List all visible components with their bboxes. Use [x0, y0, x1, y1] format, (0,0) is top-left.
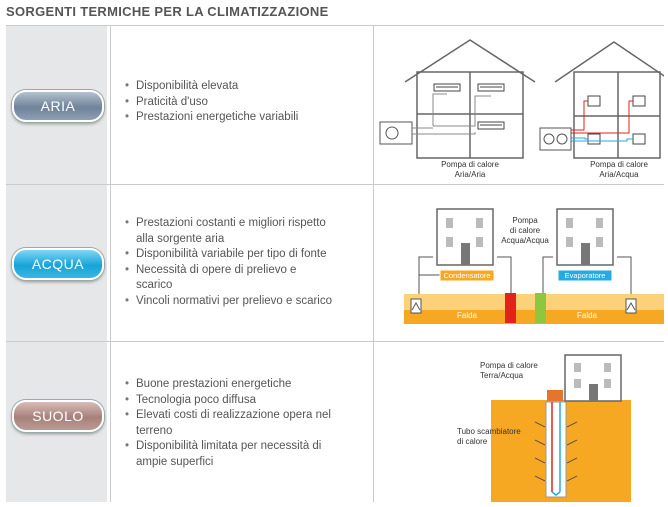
aria-diagram	[375, 26, 664, 184]
text-cell	[111, 342, 373, 502]
pump-label: Acqua/Acqua	[501, 236, 549, 245]
tube-label: di calore	[457, 437, 488, 446]
hot-well	[505, 293, 516, 323]
bullet: • Elevati costi di realizzazione opera nel	[125, 408, 369, 424]
aquifer-layer	[404, 310, 664, 324]
bullet-continuation: ampie superfici	[136, 455, 214, 468]
label-cell	[6, 26, 107, 184]
bullet: • Disponibilità elevata	[125, 79, 369, 95]
tube-label: Tubo scambiatore	[457, 427, 521, 436]
suolo-badge: SUOLO	[12, 400, 104, 432]
row-aria	[6, 26, 664, 184]
bullet-continuation: terreno	[136, 424, 173, 437]
ground-layer	[404, 294, 664, 310]
bullet: • Prestazioni energetiche variabili	[125, 110, 369, 126]
house-icon	[405, 40, 535, 158]
pump-label: Pompa	[512, 216, 538, 225]
building-icon	[565, 355, 621, 401]
caption-left: Aria/Aria	[454, 170, 486, 179]
caption-right: Aria/Acqua	[599, 170, 639, 179]
pump-label: di calore	[509, 226, 541, 235]
bullet-continuation: alla sorgente aria	[136, 232, 225, 245]
page-title: SORGENTI TERMICHE PER LA CLIMATIZZAZIONE	[6, 4, 329, 19]
pump-label: Pompa di calore	[480, 361, 538, 370]
bullet: • Prestazioni costanti e migliori rispetto	[125, 216, 369, 232]
falda-label: Falda	[576, 311, 598, 320]
caption-right: Pompa di calore	[590, 160, 648, 169]
evaporator-label: Evaporatore	[564, 271, 606, 280]
bullet: • Tecnologia poco diffusa	[125, 393, 369, 409]
bullet: • Disponibilità limitata per necessità di	[125, 439, 369, 455]
pump-box	[547, 390, 563, 401]
caption-left: Pompa di calore	[441, 160, 499, 169]
suolo-diagram	[375, 342, 664, 502]
bullet: • Disponibilità variabile per tipo di fonte	[125, 247, 369, 263]
row-acqua	[6, 185, 664, 341]
suolo-bullet-list	[125, 377, 369, 470]
column-divider	[373, 26, 374, 502]
bullet: • Vincoli normativi per prelievo e scarico	[125, 294, 369, 310]
pump-label: Terra/Acqua	[480, 371, 524, 380]
bullet: • Buone prestazioni energetiche	[125, 377, 369, 393]
bullet: • Praticità d'uso	[125, 95, 369, 111]
label-cell	[6, 185, 107, 341]
condenser-label: Condensatore	[443, 271, 491, 280]
acqua-diagram	[375, 185, 664, 341]
column-divider	[110, 26, 111, 502]
text-cell	[111, 26, 373, 184]
acqua-bullet-list	[125, 216, 369, 309]
bullet: • Necessità di opere di prelievo e	[125, 263, 369, 279]
row-suolo	[6, 342, 664, 502]
aria-badge: ARIA	[12, 90, 104, 122]
label-cell	[6, 342, 107, 502]
radiator-icon	[540, 96, 645, 150]
falda-label: Falda	[456, 311, 478, 320]
acqua-badge: ACQUA	[12, 248, 104, 280]
aria-bullet-list	[125, 79, 369, 126]
text-cell	[111, 185, 373, 341]
bullet-continuation: scarico	[136, 279, 173, 291]
cold-well	[535, 293, 546, 323]
